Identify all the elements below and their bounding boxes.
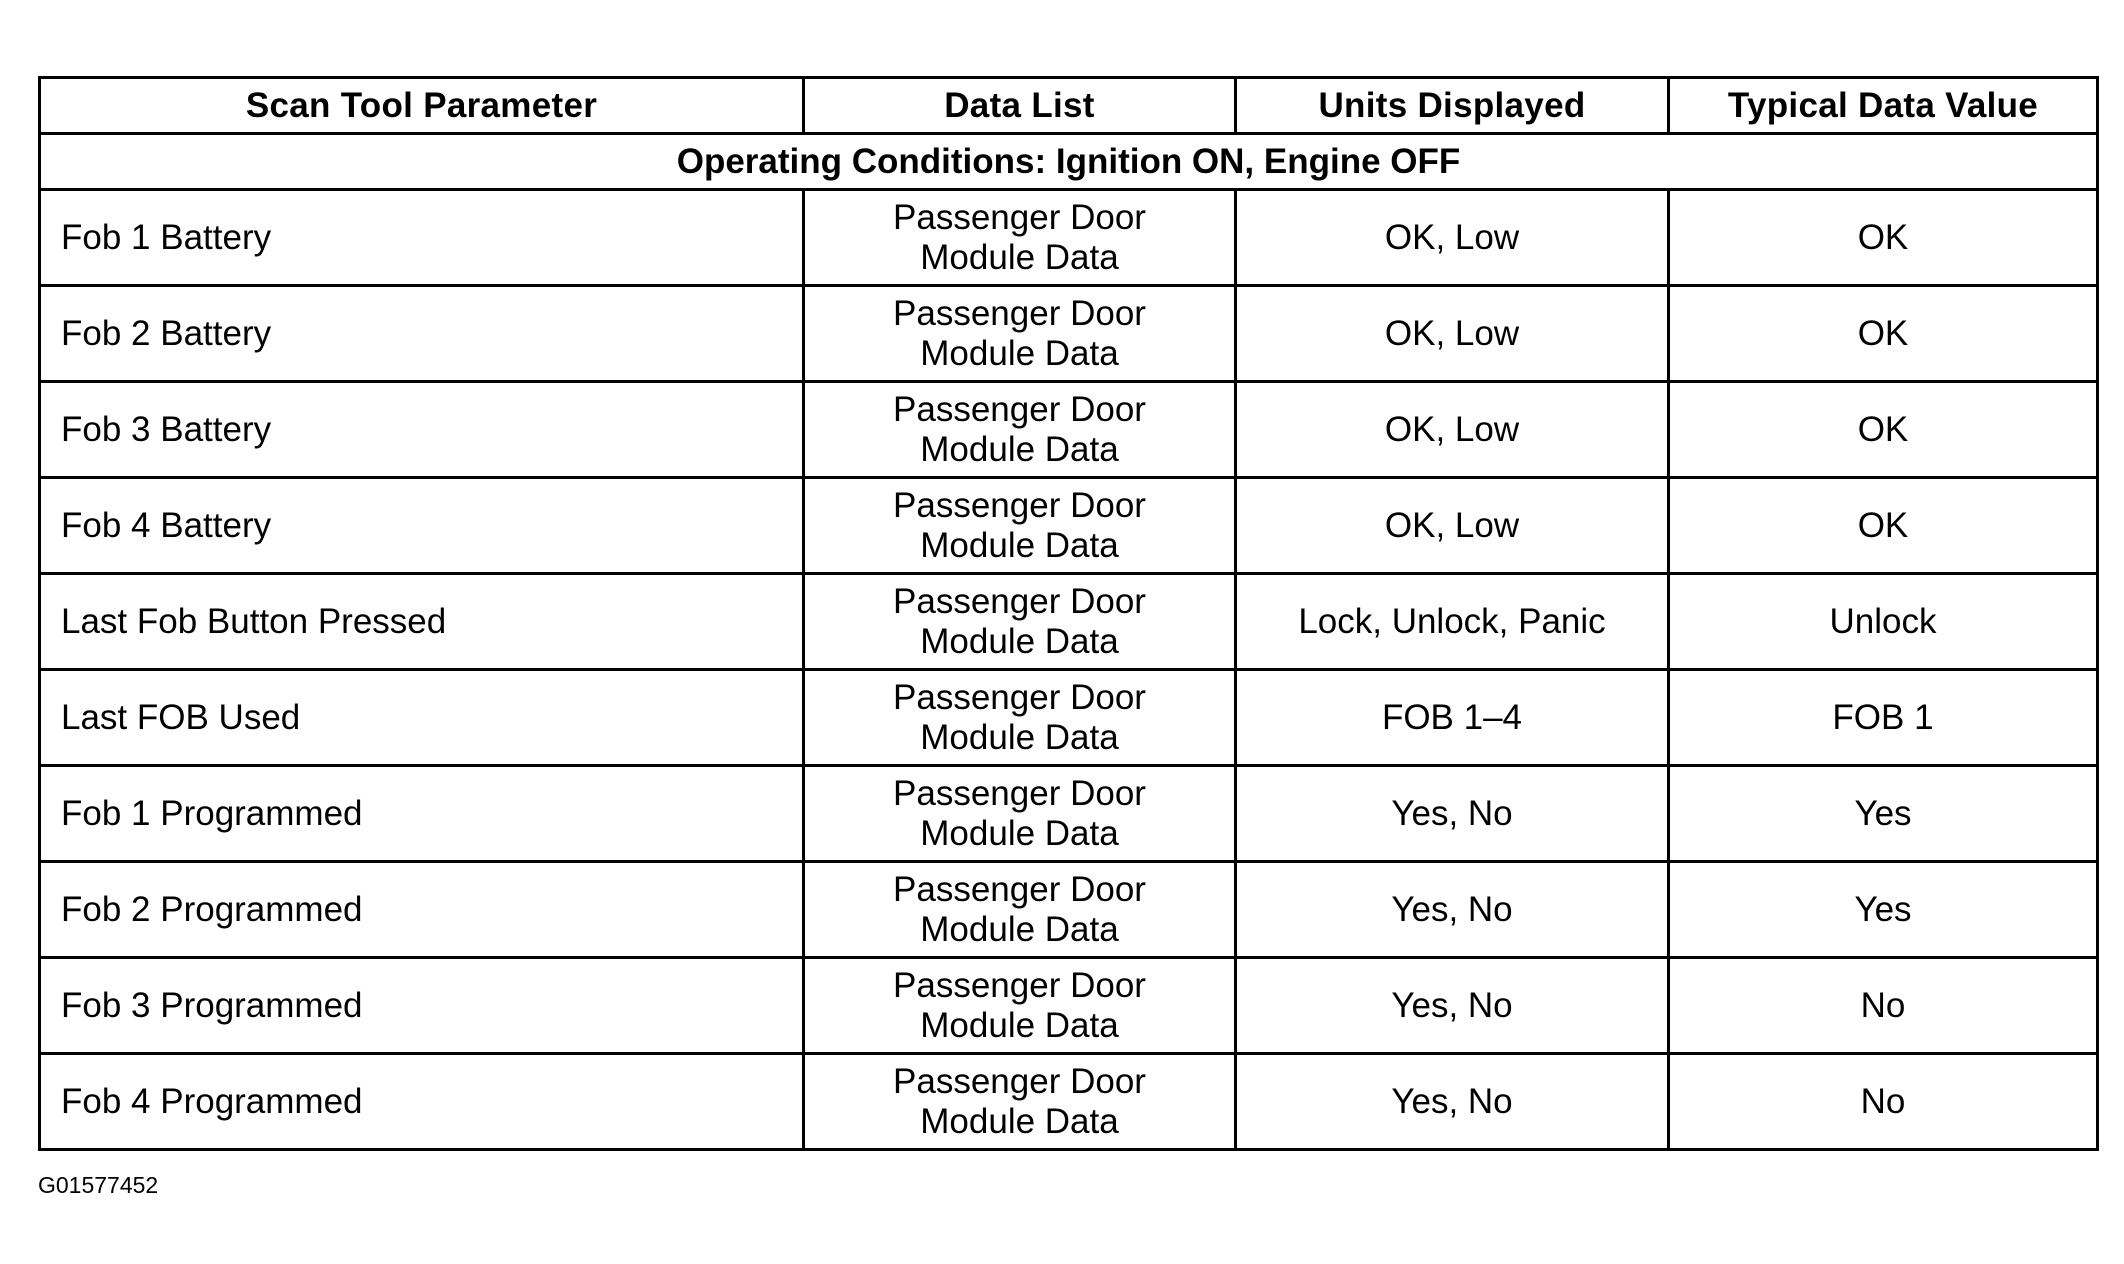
data-list-line1: Passenger Door: [893, 293, 1146, 333]
typical-value-cell: FOB 1: [1669, 670, 2098, 766]
parameter-cell: Fob 1 Programmed: [40, 766, 804, 862]
data-list-cell: [804, 382, 1236, 478]
data-list-cell: [804, 478, 1236, 574]
units-cell: OK, Low: [1236, 286, 1669, 382]
data-list-cell: [804, 766, 1236, 862]
typical-value-cell: Unlock: [1669, 574, 2098, 670]
operating-conditions-row: [40, 134, 2098, 190]
typical-value-cell: Yes: [1669, 766, 2098, 862]
figure-id: G01577452: [38, 1172, 159, 1198]
data-list-line2: Module Data: [920, 813, 1119, 853]
data-list-cell: [804, 1054, 1236, 1150]
typical-value-cell: OK: [1669, 382, 2098, 478]
data-list-line2: Module Data: [920, 717, 1119, 757]
data-list-line1: Passenger Door: [893, 197, 1146, 237]
operating-conditions: Operating Conditions: Ignition ON, Engine OFF: [40, 134, 2098, 190]
table-row: [40, 382, 2098, 478]
units-cell: Yes, No: [1236, 1054, 1669, 1150]
data-list-line2: Module Data: [920, 1005, 1119, 1045]
units-cell: Yes, No: [1236, 958, 1669, 1054]
typical-value-cell: Yes: [1669, 862, 2098, 958]
data-list-line1: Passenger Door: [893, 389, 1146, 429]
data-list-line2: Module Data: [920, 621, 1119, 661]
table-row: [40, 958, 2098, 1054]
parameter-cell: Last FOB Used: [40, 670, 804, 766]
table-row: [40, 190, 2098, 286]
units-cell: FOB 1–4: [1236, 670, 1669, 766]
data-list-line1: Passenger Door: [893, 1061, 1146, 1101]
header-data-list: Data List: [804, 78, 1236, 134]
table-row: [40, 286, 2098, 382]
parameter-cell: Fob 1 Battery: [40, 190, 804, 286]
units-cell: OK, Low: [1236, 478, 1669, 574]
data-list-line1: Passenger Door: [893, 677, 1146, 717]
table-row: [40, 478, 2098, 574]
units-cell: OK, Low: [1236, 382, 1669, 478]
units-cell: OK, Low: [1236, 190, 1669, 286]
data-list-line1: Passenger Door: [893, 869, 1146, 909]
table-row: [40, 766, 2098, 862]
typical-value-cell: OK: [1669, 286, 2098, 382]
data-list-line2: Module Data: [920, 909, 1119, 949]
parameter-cell: Fob 2 Programmed: [40, 862, 804, 958]
table-header-row: [40, 78, 2098, 134]
parameter-cell: Fob 2 Battery: [40, 286, 804, 382]
header-units-displayed: Units Displayed: [1236, 78, 1669, 134]
parameter-cell: Last Fob Button Pressed: [40, 574, 804, 670]
typical-value-cell: No: [1669, 958, 2098, 1054]
data-list-line1: Passenger Door: [893, 485, 1146, 525]
parameter-cell: Fob 3 Battery: [40, 382, 804, 478]
data-list-cell: [804, 190, 1236, 286]
parameter-cell: Fob 4 Battery: [40, 478, 804, 574]
header-typical-data-value: Typical Data Value: [1669, 78, 2098, 134]
data-list-line1: Passenger Door: [893, 965, 1146, 1005]
table-row: [40, 1054, 2098, 1150]
data-list-cell: [804, 574, 1236, 670]
header-scan-tool-parameter: Scan Tool Parameter: [40, 78, 804, 134]
table-row: [40, 862, 2098, 958]
data-list-line2: Module Data: [920, 237, 1119, 277]
typical-value-cell: OK: [1669, 478, 2098, 574]
data-list-line2: Module Data: [920, 525, 1119, 565]
scan-tool-data-table-container: [38, 76, 2096, 1151]
data-list-cell: [804, 862, 1236, 958]
data-list-line1: Passenger Door: [893, 773, 1146, 813]
data-list-line2: Module Data: [920, 1101, 1119, 1141]
data-list-line2: Module Data: [920, 333, 1119, 373]
typical-value-cell: OK: [1669, 190, 2098, 286]
data-list-cell: [804, 670, 1236, 766]
units-cell: Yes, No: [1236, 766, 1669, 862]
typical-value-cell: No: [1669, 1054, 2098, 1150]
table-row: [40, 574, 2098, 670]
parameter-cell: Fob 4 Programmed: [40, 1054, 804, 1150]
data-list-cell: [804, 958, 1236, 1054]
data-list-line1: Passenger Door: [893, 581, 1146, 621]
parameter-cell: Fob 3 Programmed: [40, 958, 804, 1054]
data-list-cell: [804, 286, 1236, 382]
units-cell: Yes, No: [1236, 862, 1669, 958]
data-list-line2: Module Data: [920, 429, 1119, 469]
table-row: [40, 670, 2098, 766]
units-cell: Lock, Unlock, Panic: [1236, 574, 1669, 670]
scan-tool-data-table: [38, 76, 2099, 1151]
